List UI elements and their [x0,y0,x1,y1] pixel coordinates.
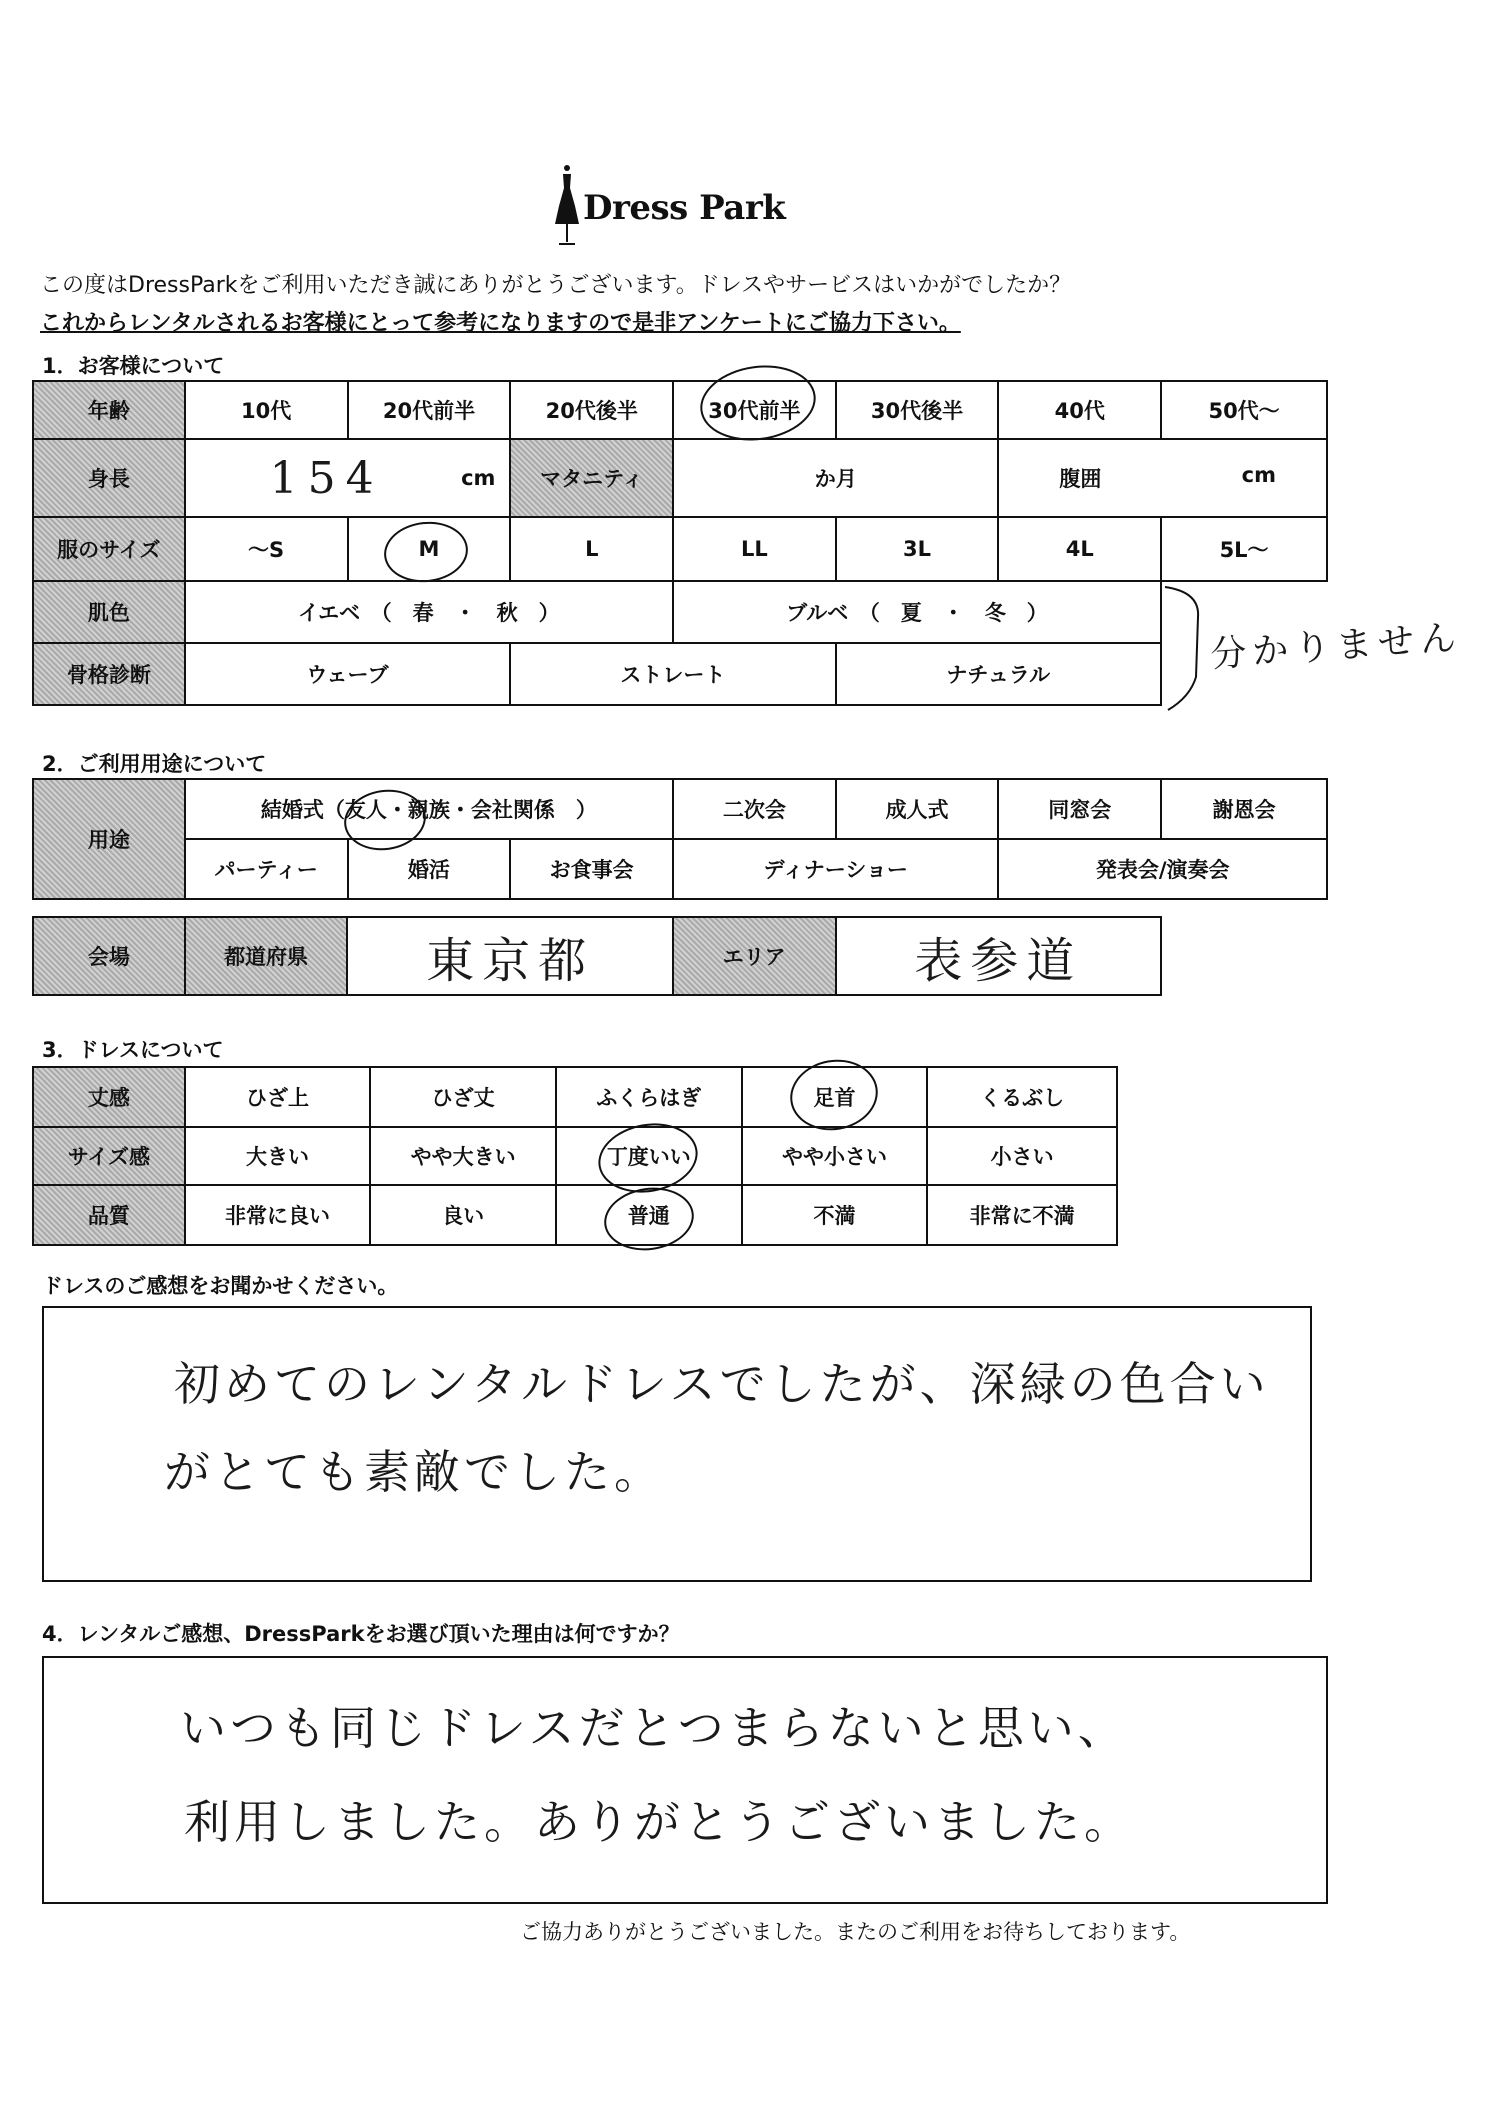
skeleton-label: 骨格診断 [33,643,185,705]
intro-line-1: この度はDressParkをご利用いただき誠にありがとうございます。ドレスやサービスはいかがでしたか？ [40,273,1072,298]
skin-label: 肌色 [33,581,185,643]
dress-table [32,1066,1118,1246]
height-unit: cm [461,466,496,490]
skeleton-row [33,643,1161,705]
length-option-selected[interactable]: 足首 [742,1067,928,1127]
skeleton-option[interactable]: ナチュラル [836,643,1161,705]
length-option[interactable]: ふくらはぎ [556,1067,742,1127]
purpose-option[interactable]: お食事会 [510,839,673,899]
quality-option[interactable]: 不満 [742,1185,928,1245]
maternity-months-field[interactable] [673,439,998,517]
size-option-selected[interactable]: M [348,517,511,581]
skin-row [33,581,1161,643]
section2-title: 2．ご利用用途について [42,752,267,776]
height-row [33,439,1327,517]
age-option[interactable]: 30代後半 [836,381,999,439]
fit-option[interactable]: 小さい [927,1127,1117,1185]
wedding-text: 結婚式（ [260,798,345,822]
size-option[interactable]: ～S [185,517,348,581]
age-option[interactable]: 20代前半 [348,381,511,439]
length-label: 丈感 [33,1067,185,1127]
quality-row [33,1185,1117,1245]
skin-yellow-option[interactable]: イエベ （ 春 ・ 秋 ） [185,581,673,643]
impression-line-2: がとても素敵でした。 [164,1445,664,1499]
maternity-month-unit: か月 [814,467,857,491]
purpose-option[interactable]: 発表会/演奏会 [998,839,1327,899]
venue-row [33,917,1161,995]
reason-line-2: 利用しました。ありがとうございました。 [184,1795,1134,1849]
purpose-row-2 [33,839,1327,899]
length-option[interactable]: くるぶし [927,1067,1117,1127]
fit-label: サイズ感 [33,1127,185,1185]
age-option[interactable]: 50代～ [1161,381,1327,439]
size-option[interactable]: LL [673,517,836,581]
section1-title: 1．お客様について [42,354,225,378]
belly-label: 腹囲 [1059,467,1102,491]
fit-option[interactable]: やや小さい [742,1127,928,1185]
quality-label: 品質 [33,1185,185,1245]
size-option[interactable]: 3L [836,517,999,581]
quality-option[interactable]: 非常に良い [185,1185,371,1245]
purpose-option[interactable]: 二次会 [673,779,836,839]
fit-option[interactable]: 大きい [185,1127,371,1185]
skin-note: 分かりません [1209,617,1464,676]
quality-option[interactable]: 良い [370,1185,556,1245]
purpose-row-1 [33,779,1327,839]
venue-table [32,916,1162,996]
dress-silhouette-icon [553,162,581,250]
age-option-selected[interactable]: 30代前半 [673,381,836,439]
size-option[interactable]: L [510,517,673,581]
size-option[interactable]: 4L [998,517,1161,581]
venue-label: 会場 [33,917,185,995]
length-option[interactable]: ひざ上 [185,1067,371,1127]
purpose-label: 用途 [33,779,185,899]
logo-text: Dress Park [583,188,786,228]
customer-table [32,380,1328,582]
wedding-option[interactable] [185,779,673,839]
section4-title: 4．レンタルご感想、DressParkをお選び頂いた理由は何ですか？ [42,1622,680,1646]
intro-line-2: これからレンタルされるお客様にとって参考になりますので是非アンケートにご協力下さい。 [40,311,961,336]
age-row [33,381,1327,439]
age-label: 年齢 [33,381,185,439]
purpose-option[interactable]: 婚活 [348,839,511,899]
skeleton-option[interactable]: ストレート [510,643,835,705]
purpose-option[interactable]: 同窓会 [998,779,1161,839]
maternity-label: マタニティ [510,439,673,517]
fit-row [33,1127,1117,1185]
skin-blue-option[interactable]: ブルベ （ 夏 ・ 冬 ） [673,581,1161,643]
height-value: 154 [269,452,384,504]
fit-option-selected[interactable]: 丁度いい [556,1127,742,1185]
wedding-friend-option[interactable]: 友人 [344,798,387,822]
length-row [33,1067,1117,1127]
prefecture-value[interactable]: 東京都 [347,917,672,995]
area-label: エリア [673,917,836,995]
purpose-option[interactable]: パーティー [185,839,348,899]
purpose-table [32,778,1328,900]
height-field[interactable] [185,439,511,517]
quality-option-selected[interactable]: 普通 [556,1185,742,1245]
belly-field[interactable] [998,439,1327,517]
size-option[interactable]: 5L～ [1161,517,1327,581]
dresspark-logo [553,162,793,250]
size-label: 服のサイズ [33,517,185,581]
section3-title: 3．ドレスについて [42,1038,224,1062]
fit-option[interactable]: やや大きい [370,1127,556,1185]
closing-message: ご協力ありがとうございました。またのご利用をお待ちしております。 [520,1920,1191,1944]
height-label: 身長 [33,439,185,517]
prefecture-label: 都道府県 [185,917,348,995]
skin-skeleton-table [32,580,1162,706]
purpose-option[interactable]: ディナーショー [673,839,998,899]
size-row [33,517,1327,581]
area-value[interactable]: 表参道 [836,917,1161,995]
reason-line-1: いつも同じドレスだとつまらないと思い、 [180,1701,1128,1755]
impression-title: ドレスのご感想をお聞かせください。 [42,1274,399,1298]
skeleton-option[interactable]: ウェーブ [185,643,510,705]
impression-line-1: 初めてのレンタルドレスでしたが、深緑の色合い [174,1357,1270,1411]
reason-box[interactable] [42,1656,1328,1904]
purpose-option[interactable]: 謝恩会 [1161,779,1327,839]
wedding-rest-text: ・親族・会社関係 ） [386,798,597,822]
age-option[interactable]: 20代後半 [510,381,673,439]
length-option[interactable]: ひざ丈 [370,1067,556,1127]
purpose-option[interactable]: 成人式 [836,779,999,839]
belly-unit: cm [1241,463,1276,487]
quality-option[interactable]: 非常に不満 [927,1185,1117,1245]
age-option[interactable]: 10代 [185,381,348,439]
impression-box[interactable] [42,1306,1312,1582]
age-option[interactable]: 40代 [998,381,1161,439]
